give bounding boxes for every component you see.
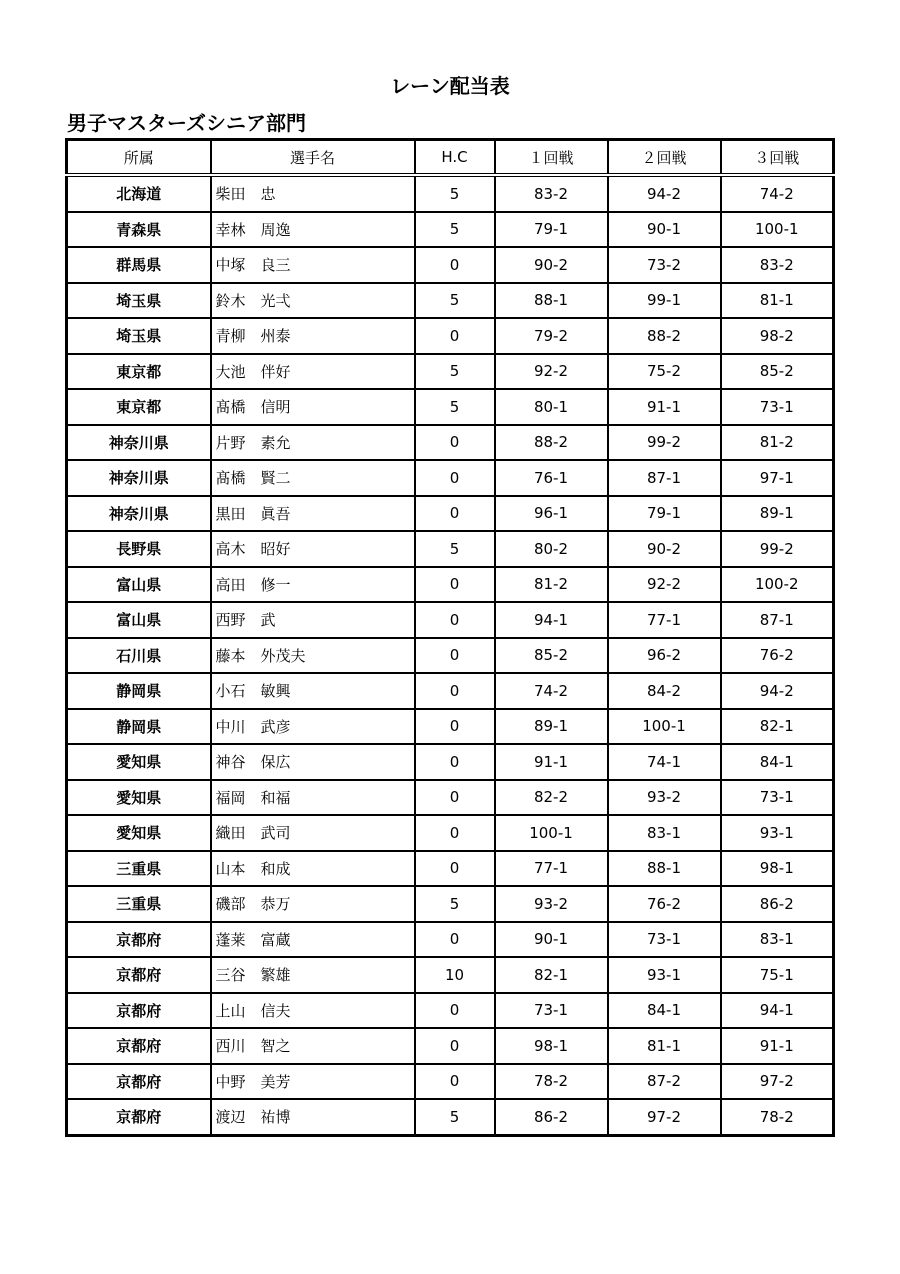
- table-row: [67, 993, 834, 1029]
- cell-player-name: 蓬莱 富蔵: [211, 922, 415, 958]
- cell-prefecture: 静岡県: [67, 673, 211, 709]
- cell-player-name: 高田 修一: [211, 567, 415, 603]
- cell-game1-lane: 78-2: [495, 1064, 608, 1100]
- lane-assignment-table: [65, 138, 835, 1137]
- cell-game1-lane: 90-1: [495, 922, 608, 958]
- cell-game1-lane: 96-1: [495, 496, 608, 532]
- cell-prefecture: 京都府: [67, 1099, 211, 1135]
- cell-game1-lane: 82-1: [495, 957, 608, 993]
- cell-player-name: 西川 智之: [211, 1028, 415, 1064]
- cell-hc: 0: [415, 496, 495, 532]
- cell-game2-lane: 76-2: [608, 886, 721, 922]
- cell-game2-lane: 90-1: [608, 212, 721, 248]
- table-row: [67, 354, 834, 390]
- cell-game2-lane: 87-1: [608, 460, 721, 496]
- cell-game1-lane: 79-1: [495, 212, 608, 248]
- cell-player-name: 中川 武彦: [211, 709, 415, 745]
- cell-game1-lane: 86-2: [495, 1099, 608, 1135]
- page-title: レーン配当表: [390, 74, 510, 98]
- cell-hc: 5: [415, 531, 495, 567]
- cell-player-name: 幸林 周逸: [211, 212, 415, 248]
- cell-game2-lane: 84-2: [608, 673, 721, 709]
- cell-game1-lane: 90-2: [495, 247, 608, 283]
- cell-player-name: 鈴木 光弌: [211, 283, 415, 319]
- cell-game2-lane: 92-2: [608, 567, 721, 603]
- cell-prefecture: 京都府: [67, 1064, 211, 1100]
- cell-player-name: 小石 敏興: [211, 673, 415, 709]
- cell-game1-lane: 93-2: [495, 886, 608, 922]
- table-row: [67, 425, 834, 461]
- cell-game2-lane: 79-1: [608, 496, 721, 532]
- cell-game3-lane: 85-2: [721, 354, 834, 390]
- column-header-prefecture: 所属: [67, 140, 211, 176]
- cell-player-name: 織田 武司: [211, 815, 415, 851]
- cell-game2-lane: 74-1: [608, 744, 721, 780]
- column-header-game1: １回戦: [495, 140, 608, 176]
- table-row: [67, 780, 834, 816]
- cell-game3-lane: 83-2: [721, 247, 834, 283]
- cell-hc: 10: [415, 957, 495, 993]
- table-row: [67, 567, 834, 603]
- cell-prefecture: 石川県: [67, 638, 211, 674]
- cell-player-name: 髙橋 信明: [211, 389, 415, 425]
- cell-game3-lane: 73-1: [721, 389, 834, 425]
- cell-game2-lane: 99-2: [608, 425, 721, 461]
- cell-game3-lane: 91-1: [721, 1028, 834, 1064]
- cell-game3-lane: 100-2: [721, 567, 834, 603]
- cell-game2-lane: 97-2: [608, 1099, 721, 1135]
- cell-game3-lane: 98-2: [721, 318, 834, 354]
- table-row: [67, 531, 834, 567]
- cell-prefecture: 三重県: [67, 886, 211, 922]
- cell-game1-lane: 80-2: [495, 531, 608, 567]
- table-row: [67, 1028, 834, 1064]
- cell-player-name: 中野 美芳: [211, 1064, 415, 1100]
- cell-hc: 0: [415, 709, 495, 745]
- cell-hc: 5: [415, 175, 495, 212]
- cell-player-name: 黒田 眞吾: [211, 496, 415, 532]
- table-row: [67, 1064, 834, 1100]
- cell-player-name: 渡辺 祐博: [211, 1099, 415, 1135]
- cell-prefecture: 埼玉県: [67, 283, 211, 319]
- cell-game1-lane: 100-1: [495, 815, 608, 851]
- cell-game1-lane: 81-2: [495, 567, 608, 603]
- cell-game2-lane: 93-2: [608, 780, 721, 816]
- cell-prefecture: 富山県: [67, 602, 211, 638]
- table-row: [67, 851, 834, 887]
- cell-prefecture: 富山県: [67, 567, 211, 603]
- cell-hc: 0: [415, 744, 495, 780]
- table-row: [67, 212, 834, 248]
- cell-game1-lane: 82-2: [495, 780, 608, 816]
- cell-prefecture: 東京都: [67, 354, 211, 390]
- table-row: [67, 815, 834, 851]
- cell-hc: 0: [415, 318, 495, 354]
- cell-game3-lane: 82-1: [721, 709, 834, 745]
- cell-prefecture: 京都府: [67, 957, 211, 993]
- cell-hc: 0: [415, 1028, 495, 1064]
- cell-game3-lane: 74-2: [721, 175, 834, 212]
- cell-prefecture: 三重県: [67, 851, 211, 887]
- cell-prefecture: 愛知県: [67, 744, 211, 780]
- cell-player-name: 中塚 良三: [211, 247, 415, 283]
- cell-hc: 5: [415, 212, 495, 248]
- cell-player-name: 柴田 忠: [211, 175, 415, 212]
- table-row: [67, 673, 834, 709]
- cell-game3-lane: 83-1: [721, 922, 834, 958]
- cell-player-name: 髙橋 賢二: [211, 460, 415, 496]
- cell-player-name: 青柳 州泰: [211, 318, 415, 354]
- cell-game2-lane: 93-1: [608, 957, 721, 993]
- cell-game1-lane: 94-1: [495, 602, 608, 638]
- cell-game2-lane: 100-1: [608, 709, 721, 745]
- cell-hc: 5: [415, 389, 495, 425]
- cell-prefecture: 群馬県: [67, 247, 211, 283]
- cell-game3-lane: 94-1: [721, 993, 834, 1029]
- cell-prefecture: 静岡県: [67, 709, 211, 745]
- table-row: [67, 460, 834, 496]
- cell-game1-lane: 77-1: [495, 851, 608, 887]
- cell-game3-lane: 89-1: [721, 496, 834, 532]
- cell-hc: 5: [415, 1099, 495, 1135]
- cell-prefecture: 京都府: [67, 922, 211, 958]
- cell-game3-lane: 73-1: [721, 780, 834, 816]
- cell-game3-lane: 87-1: [721, 602, 834, 638]
- table-row: [67, 638, 834, 674]
- cell-player-name: 藤本 外茂夫: [211, 638, 415, 674]
- cell-hc: 0: [415, 922, 495, 958]
- cell-hc: 0: [415, 460, 495, 496]
- division-title: 男子マスターズシニア部門: [67, 111, 306, 135]
- column-header-hc: H.C: [415, 140, 495, 176]
- cell-game2-lane: 73-1: [608, 922, 721, 958]
- cell-player-name: 大池 伴好: [211, 354, 415, 390]
- cell-game2-lane: 90-2: [608, 531, 721, 567]
- cell-game2-lane: 99-1: [608, 283, 721, 319]
- cell-hc: 0: [415, 638, 495, 674]
- cell-prefecture: 愛知県: [67, 815, 211, 851]
- cell-game3-lane: 81-1: [721, 283, 834, 319]
- cell-game3-lane: 84-1: [721, 744, 834, 780]
- cell-game1-lane: 98-1: [495, 1028, 608, 1064]
- cell-game1-lane: 89-1: [495, 709, 608, 745]
- cell-hc: 5: [415, 283, 495, 319]
- cell-game2-lane: 84-1: [608, 993, 721, 1029]
- cell-player-name: 福岡 和福: [211, 780, 415, 816]
- cell-game1-lane: 88-2: [495, 425, 608, 461]
- cell-prefecture: 神奈川県: [67, 496, 211, 532]
- table-body: [67, 175, 834, 1135]
- cell-hc: 0: [415, 247, 495, 283]
- cell-game3-lane: 81-2: [721, 425, 834, 461]
- cell-hc: 0: [415, 993, 495, 1029]
- column-header-game3: ３回戦: [721, 140, 834, 176]
- cell-game2-lane: 87-2: [608, 1064, 721, 1100]
- table-row: [67, 886, 834, 922]
- table-row: [67, 709, 834, 745]
- cell-game3-lane: 93-1: [721, 815, 834, 851]
- cell-game3-lane: 78-2: [721, 1099, 834, 1135]
- cell-player-name: 高木 昭好: [211, 531, 415, 567]
- table-row: [67, 744, 834, 780]
- cell-game2-lane: 81-1: [608, 1028, 721, 1064]
- cell-game2-lane: 88-2: [608, 318, 721, 354]
- cell-game2-lane: 88-1: [608, 851, 721, 887]
- cell-game3-lane: 97-1: [721, 460, 834, 496]
- cell-player-name: 西野 武: [211, 602, 415, 638]
- cell-game3-lane: 94-2: [721, 673, 834, 709]
- column-header-player: 選手名: [211, 140, 415, 176]
- table-row: [67, 247, 834, 283]
- cell-prefecture: 東京都: [67, 389, 211, 425]
- cell-hc: 0: [415, 780, 495, 816]
- cell-prefecture: 北海道: [67, 175, 211, 212]
- cell-player-name: 片野 素允: [211, 425, 415, 461]
- cell-player-name: 三谷 繁雄: [211, 957, 415, 993]
- cell-prefecture: 神奈川県: [67, 425, 211, 461]
- cell-hc: 5: [415, 354, 495, 390]
- cell-game3-lane: 99-2: [721, 531, 834, 567]
- cell-game1-lane: 83-2: [495, 175, 608, 212]
- cell-hc: 0: [415, 1064, 495, 1100]
- cell-game1-lane: 85-2: [495, 638, 608, 674]
- cell-hc: 0: [415, 673, 495, 709]
- cell-game2-lane: 83-1: [608, 815, 721, 851]
- table-row: [67, 175, 834, 212]
- cell-hc: 0: [415, 602, 495, 638]
- cell-game1-lane: 79-2: [495, 318, 608, 354]
- cell-game1-lane: 76-1: [495, 460, 608, 496]
- cell-game3-lane: 86-2: [721, 886, 834, 922]
- cell-game2-lane: 96-2: [608, 638, 721, 674]
- cell-hc: 0: [415, 851, 495, 887]
- cell-game1-lane: 80-1: [495, 389, 608, 425]
- table-row: [67, 957, 834, 993]
- table-row: [67, 602, 834, 638]
- cell-game1-lane: 91-1: [495, 744, 608, 780]
- cell-prefecture: 愛知県: [67, 780, 211, 816]
- column-header-game2: ２回戦: [608, 140, 721, 176]
- cell-game2-lane: 94-2: [608, 175, 721, 212]
- cell-hc: 5: [415, 886, 495, 922]
- table-row: [67, 318, 834, 354]
- table-header-row: [67, 140, 834, 176]
- cell-player-name: 上山 信夫: [211, 993, 415, 1029]
- table-row: [67, 1099, 834, 1135]
- cell-game2-lane: 91-1: [608, 389, 721, 425]
- cell-hc: 0: [415, 425, 495, 461]
- cell-prefecture: 京都府: [67, 1028, 211, 1064]
- cell-prefecture: 神奈川県: [67, 460, 211, 496]
- cell-player-name: 神谷 保広: [211, 744, 415, 780]
- table-row: [67, 283, 834, 319]
- cell-game1-lane: 92-2: [495, 354, 608, 390]
- cell-hc: 0: [415, 815, 495, 851]
- cell-prefecture: 長野県: [67, 531, 211, 567]
- cell-game2-lane: 75-2: [608, 354, 721, 390]
- cell-game1-lane: 88-1: [495, 283, 608, 319]
- table-row: [67, 389, 834, 425]
- cell-player-name: 山本 和成: [211, 851, 415, 887]
- cell-prefecture: 青森県: [67, 212, 211, 248]
- cell-game1-lane: 73-1: [495, 993, 608, 1029]
- cell-player-name: 磯部 恭万: [211, 886, 415, 922]
- cell-game3-lane: 97-2: [721, 1064, 834, 1100]
- cell-prefecture: 埼玉県: [67, 318, 211, 354]
- cell-game2-lane: 77-1: [608, 602, 721, 638]
- cell-game3-lane: 75-1: [721, 957, 834, 993]
- cell-hc: 0: [415, 567, 495, 603]
- cell-game3-lane: 98-1: [721, 851, 834, 887]
- cell-game2-lane: 73-2: [608, 247, 721, 283]
- table-row: [67, 922, 834, 958]
- cell-game3-lane: 76-2: [721, 638, 834, 674]
- cell-prefecture: 京都府: [67, 993, 211, 1029]
- table-row: [67, 496, 834, 532]
- cell-game3-lane: 100-1: [721, 212, 834, 248]
- cell-game1-lane: 74-2: [495, 673, 608, 709]
